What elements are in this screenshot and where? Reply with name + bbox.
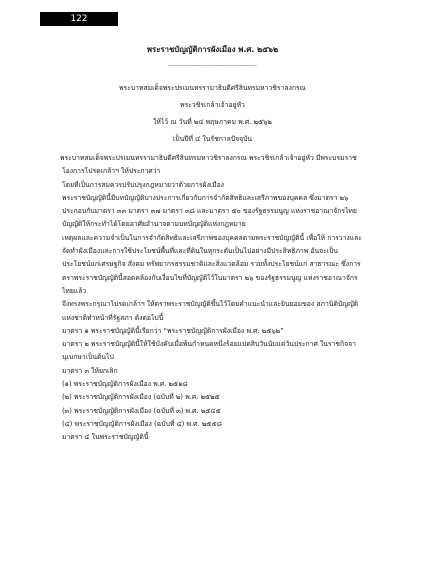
body-line: แห่งชาติทำหน้าที่รัฐสภา ดังต่อไปนี้ xyxy=(62,313,164,322)
repealed-item: (๔) พระราชบัญญัติการผังเมือง (ฉบับที่ ๔) พ.ศ. ๒๕๕๘ xyxy=(62,419,222,428)
body-line: ประโยชน์แก่เศรษฐกิจ สังคม ทรัพยากรธรรมชาติและสิ่งแวดล้อม รวมทั้งประโยชน์แก่ สาธารณะ ซึ่งการ xyxy=(62,260,361,269)
section-3: มาตรา ๓ ให้ยกเลิก xyxy=(62,366,118,375)
title-divider: ----------------------------------------- xyxy=(168,62,257,69)
body-line: นุเบกษาเป็นต้นไป xyxy=(62,353,114,362)
repealed-item: (๒) พระราชบัญญัติการผังเมือง (ฉบับที่ ๒) พ.ศ. ๒๕๒๕ xyxy=(62,393,220,402)
section-1: มาตรา ๑ พระราชบัญญัตินี้เรียกว่า “พระราชบัญญัติการผังเมือง พ.ศ. ๒๕๖๒” xyxy=(62,326,284,335)
preamble-line: พระวชิรเกล้าเจ้าอยู่หัว xyxy=(180,101,245,109)
body-text xyxy=(62,152,392,445)
preamble-line: ให้ไว้ ณ วันที่ ๒๔ พฤษภาคม พ.ศ. ๒๕๖๒ xyxy=(153,118,272,126)
body-line: เหตุผลและความจำเป็นในการจำกัดสิทธิและเสรีภาพของบุคคลตามพระราชบัญญัตินี้ เพื่อให้ การวางและ xyxy=(62,233,362,242)
body-line: ตราพระราชบัญญัตินี้สอดคล้องกับเงื่อนไขที่บัญญัติไว้ในมาตรา ๒๖ ของรัฐธรรมนูญ แห่งราชอาณาจักร xyxy=(62,273,358,282)
repealed-item: (๓) พระราชบัญญัติการผังเมือง (ฉบับที่ ๓) พ.ศ. ๒๕๔๕ xyxy=(62,406,221,415)
body-line: ไทยแล้ว xyxy=(62,286,87,295)
preamble-line: เป็นปีที่ ๔ ในรัชกาลปัจจุบัน xyxy=(172,135,253,143)
section-4: มาตรา ๔ ในพระราชบัญญัตินี้ xyxy=(62,433,149,442)
body-line: บัญญัติให้กระทำได้โดยอาศัยอำนาจตามบทบัญญัติแห่งกฎหมาย xyxy=(62,220,246,229)
body-line: จัดทำผังเมืองและการใช้ประโยชน์พื้นที่และที่ดินในทุกระดับเป็นไปอย่างมีประสิทธิภาพ อันจะเป็น xyxy=(62,247,339,256)
body-line: ประกอบกับมาตรา ๓๓ มาตรา ๓๗ มาตรา ๓๘ และมาตรา ๕๐ ของรัฐธรรมนูญ แห่งราชอาณาจักรไทย xyxy=(62,207,357,216)
page-number-badge: 122 xyxy=(40,12,118,26)
preamble-line: พระบาทสมเด็จพระปรเมนทรรามาธิบดีศรีสินทรมหาวชิราลงกรณ xyxy=(119,84,306,92)
body-line: พระราชบัญญัตินี้มีบทบัญญัติบางประการเกี่ยวกับการจำกัดสิทธิและเสรีภาพของบุคคล ซึ่งมาตรา ๒๖ xyxy=(62,193,349,202)
body-line: จึงทรงพระกรุณาโปรดเกล้าฯ ให้ตราพระราชบัญญัติขึ้นไว้โดยคำแนะนำและยินยอมของ สภานิติบัญญัติ xyxy=(62,300,359,309)
repealed-item: (๑) พระราชบัญญัติการผังเมือง พ.ศ. ๒๕๑๘ xyxy=(62,380,188,389)
section-2: มาตรา ๒ พระราชบัญญัตินี้ให้ใช้บังคับเมื่อพ้นกำหนดหนึ่งร้อยแปดสิบวันนับแต่วันประกาศ ในราชกิจจา xyxy=(62,340,356,349)
body-line: พระบาทสมเด็จพระปรเมนทรรามาธิบดีศรีสินทรมหาวชิราลงกรณ พระวชิรเกล้าเจ้าอยู่หัว มีพระบรมราช xyxy=(60,154,357,162)
body-line: โองการโปรดเกล้าฯ ให้ประกาศว่า xyxy=(62,167,161,176)
body-line: โดยที่เป็นการสมควรปรับปรุงกฎหมายว่าด้วยการผังเมือง xyxy=(62,180,224,189)
document-title: พระราชบัญญัติการผังเมือง พ.ศ. ๒๕๖๒ xyxy=(146,45,279,54)
